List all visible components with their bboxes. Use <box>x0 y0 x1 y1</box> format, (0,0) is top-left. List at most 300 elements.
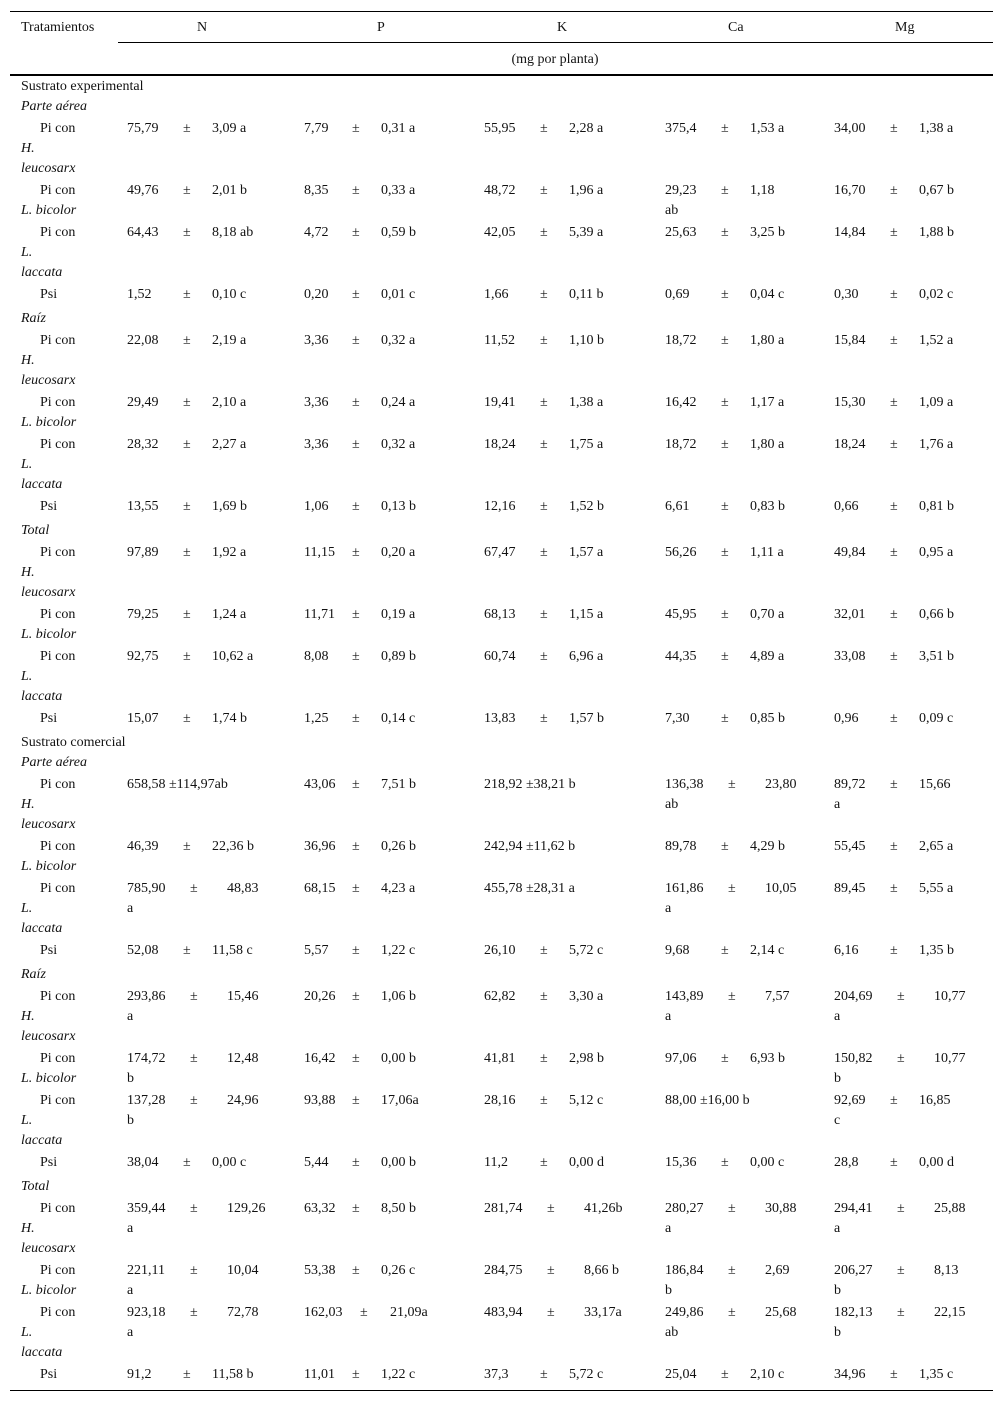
cell-letter: b <box>127 1113 134 1128</box>
cell-pm: ± <box>352 839 360 854</box>
cell-mean: 42,05 <box>484 225 516 240</box>
cell-error: 7,51 b <box>381 777 416 792</box>
cell-error: 0,24 a <box>381 395 416 410</box>
cell-mean: 68,13 <box>484 607 516 622</box>
treatment-species: leucosarx <box>21 1029 76 1044</box>
cell-pm: ± <box>890 1155 898 1170</box>
cell-pm: ± <box>728 881 736 896</box>
cell-letter: b <box>127 1071 134 1086</box>
cell-pm: ± <box>183 607 191 622</box>
cell-mean: 89,78 <box>665 839 697 854</box>
cell-mean: 46,39 <box>127 839 159 854</box>
cell-pm: ± <box>890 333 898 348</box>
cell-error: 23,80 <box>765 777 797 792</box>
cell-error: 3,09 a <box>212 121 247 136</box>
cell-mean: 41,81 <box>484 1051 516 1066</box>
cell-mean: 92,69 <box>834 1093 866 1108</box>
cell-mean: 0,30 <box>834 287 859 302</box>
cell-pm: ± <box>352 777 360 792</box>
cell-mean: 63,32 <box>304 1201 336 1216</box>
cell-pm: ± <box>352 989 360 1004</box>
treatment-species: L. <box>21 901 33 916</box>
cell-mean: 56,26 <box>665 545 697 560</box>
cell-mean: 36,96 <box>304 839 336 854</box>
cell-error: 10,77 <box>934 989 966 1004</box>
cell-mean: 75,79 <box>127 121 159 136</box>
cell-pm: ± <box>190 881 198 896</box>
cell-pm: ± <box>352 545 360 560</box>
cell-pm: ± <box>540 607 548 622</box>
cell-pm: ± <box>540 711 548 726</box>
cell-error: 24,96 <box>227 1093 259 1108</box>
treatment-label: Psi <box>40 943 58 958</box>
cell-error: 0,95 a <box>919 545 954 560</box>
cell-letter: ab <box>665 1325 679 1340</box>
treatment-species: leucosarx <box>21 585 76 600</box>
cell-error: 0,32 a <box>381 437 416 452</box>
table-top-rule <box>10 11 993 12</box>
cell-mean: 249,86 <box>665 1305 704 1320</box>
cell-error: 0,32 a <box>381 333 416 348</box>
cell-mean: 293,86 <box>127 989 166 1004</box>
cell-pm: ± <box>540 649 548 664</box>
cell-pm: ± <box>352 1051 360 1066</box>
cell-pm: ± <box>540 333 548 348</box>
cell-mean: 44,35 <box>665 649 697 664</box>
cell-pm: ± <box>540 943 548 958</box>
cell-error: 0,66 b <box>919 607 954 622</box>
cell-pm: ± <box>721 183 729 198</box>
cell-pm: ± <box>352 649 360 664</box>
cell-mean: 28,16 <box>484 1093 516 1108</box>
cell-mean: 25,63 <box>665 225 697 240</box>
cell-error: 22,36 b <box>212 839 254 854</box>
cell-pm: ± <box>890 287 898 302</box>
treatment-species: H. <box>21 565 35 580</box>
cell-pm: ± <box>352 333 360 348</box>
cell-pm: ± <box>721 287 729 302</box>
cell-error: 0,89 b <box>381 649 416 664</box>
cell-mean: 483,94 <box>484 1305 523 1320</box>
cell-error: 6,93 b <box>750 1051 785 1066</box>
cell-error: 0,70 a <box>750 607 785 622</box>
cell-pm: ± <box>352 943 360 958</box>
cell-mean: 28,32 <box>127 437 159 452</box>
cell-error: 2,65 a <box>919 839 954 854</box>
cell-error: 6,96 a <box>569 649 604 664</box>
cell-mean: 13,83 <box>484 711 516 726</box>
cell-mean: 12,16 <box>484 499 516 514</box>
cell-mean: 359,44 <box>127 1201 166 1216</box>
cell-mean: 11,15 <box>304 545 335 560</box>
cell-pm: ± <box>352 1201 360 1216</box>
cell-error: 1,35 b <box>919 943 954 958</box>
cell-error: 0,00 c <box>212 1155 247 1170</box>
cell-error: 1,80 a <box>750 333 785 348</box>
cell-mean: 29,49 <box>127 395 159 410</box>
cell-pm: ± <box>890 121 898 136</box>
cell-pm: ± <box>721 333 729 348</box>
cell-letter: b <box>834 1071 841 1086</box>
cell-mean: 34,00 <box>834 121 866 136</box>
cell-error: 41,26b <box>584 1201 623 1216</box>
cell-mean: 137,28 <box>127 1093 166 1108</box>
cell-mean: 15,84 <box>834 333 866 348</box>
cell-error: 0,00 b <box>381 1051 416 1066</box>
cell-mean: 18,72 <box>665 437 697 452</box>
cell-error: 1,18 <box>750 183 775 198</box>
cell-pm: ± <box>190 989 198 1004</box>
cell-pm: ± <box>540 499 548 514</box>
cell-error: 0,00 d <box>919 1155 954 1170</box>
cell-error: 1,57 b <box>569 711 604 726</box>
cell-mean: 11,71 <box>304 607 335 622</box>
cell-error: 21,09a <box>390 1305 428 1320</box>
treatment-label: Pi con <box>40 989 76 1004</box>
cell-error: 10,04 <box>227 1263 259 1278</box>
cell-error: 1,17 a <box>750 395 785 410</box>
cell-mean: 62,82 <box>484 989 516 1004</box>
cell-error: 3,51 b <box>919 649 954 664</box>
cell-pm: ± <box>352 607 360 622</box>
treatment-species: L. bicolor <box>21 627 77 642</box>
treatment-species: laccata <box>21 477 63 492</box>
cell-pm: ± <box>897 1051 905 1066</box>
cell-mean: 79,25 <box>127 607 159 622</box>
treatment-label: Pi con <box>40 395 76 410</box>
cell-error: 4,23 a <box>381 881 416 896</box>
cell-mean: 0,66 <box>834 499 859 514</box>
cell-mean: 0,96 <box>834 711 859 726</box>
section-title: Sustrato experimental <box>21 79 144 94</box>
cell-letter: c <box>834 1113 841 1128</box>
cell-mean: 68,15 <box>304 881 336 896</box>
cell-mean: 33,08 <box>834 649 866 664</box>
cell-mean: 28,8 <box>834 1155 859 1170</box>
cell-error: 8,50 b <box>381 1201 416 1216</box>
cell-error: 1,35 c <box>919 1367 954 1382</box>
cell-pm: ± <box>183 287 191 302</box>
cell-pm: ± <box>728 777 736 792</box>
cell-pm: ± <box>352 499 360 514</box>
treatment-species: H. <box>21 797 35 812</box>
treatment-label: Pi con <box>40 649 76 664</box>
cell-pm: ± <box>728 1201 736 1216</box>
cell-pm: ± <box>352 121 360 136</box>
cell-pm: ± <box>183 1155 191 1170</box>
cell-mean: 89,72 <box>834 777 866 792</box>
cell-error: 1,74 b <box>212 711 247 726</box>
header-bottom-rule <box>10 74 993 76</box>
cell-pm: ± <box>183 545 191 560</box>
cell-mean: 294,41 <box>834 1201 873 1216</box>
cell-pm: ± <box>890 777 898 792</box>
cell-error: 1,76 a <box>919 437 954 452</box>
cell-error: 1,88 b <box>919 225 954 240</box>
cell-mean: 923,18 <box>127 1305 166 1320</box>
treatment-species: leucosarx <box>21 161 76 176</box>
treatment-species: L. <box>21 669 33 684</box>
cell-pm: ± <box>540 225 548 240</box>
cell-error: 4,89 a <box>750 649 785 664</box>
cell-mean: 204,69 <box>834 989 873 1004</box>
cell-mean: 37,3 <box>484 1367 509 1382</box>
cell-mean: 89,45 <box>834 881 866 896</box>
cell-mean: 18,24 <box>484 437 516 452</box>
cell-mean: 64,43 <box>127 225 159 240</box>
cell-mean: 8,35 <box>304 183 329 198</box>
cell-mean: 15,07 <box>127 711 159 726</box>
cell-mean: 11,52 <box>484 333 515 348</box>
cell-mean: 32,01 <box>834 607 866 622</box>
cell-pm: ± <box>183 711 191 726</box>
treatment-label: Pi con <box>40 777 76 792</box>
cell-mean: 22,08 <box>127 333 159 348</box>
cell-letter: a <box>665 901 672 916</box>
cell-error: 1,06 b <box>381 989 416 1004</box>
treatment-label: Pi con <box>40 839 76 854</box>
cell-pm: ± <box>540 183 548 198</box>
cell-pm: ± <box>890 839 898 854</box>
cell-mean: 29,23 <box>665 183 697 198</box>
cell-pm: ± <box>540 1093 548 1108</box>
header-col-k: K <box>557 20 568 35</box>
treatment-species: laccata <box>21 921 63 936</box>
cell-mean: 55,95 <box>484 121 516 136</box>
cell-error: 2,98 b <box>569 1051 604 1066</box>
cell-error: 1,38 a <box>569 395 604 410</box>
cell-letter: a <box>127 1009 134 1024</box>
cell-mean: 45,95 <box>665 607 697 622</box>
cell-error: 8,18 ab <box>212 225 254 240</box>
cell-letter: ab <box>665 797 679 812</box>
cell-pm: ± <box>183 183 191 198</box>
cell-mean: 284,75 <box>484 1263 523 1278</box>
cell-pm: ± <box>890 437 898 452</box>
treatment-species: laccata <box>21 689 63 704</box>
cell-error: 0,83 b <box>750 499 785 514</box>
part-title: Parte aérea <box>21 755 87 770</box>
cell-pm: ± <box>352 395 360 410</box>
cell-letter: a <box>834 1221 841 1236</box>
cell-pm: ± <box>190 1051 198 1066</box>
treatment-species: L. bicolor <box>21 1071 77 1086</box>
cell-pm: ± <box>183 649 191 664</box>
cell-pm: ± <box>352 1093 360 1108</box>
cell-pm: ± <box>890 881 898 896</box>
cell-pm: ± <box>540 989 548 1004</box>
cell-mean: 53,38 <box>304 1263 336 1278</box>
cell-mean: 3,36 <box>304 395 329 410</box>
treatment-label: Psi <box>40 499 58 514</box>
cell-error: 1,22 c <box>381 943 416 958</box>
cell-error: 0,13 b <box>381 499 416 514</box>
cell-pm: ± <box>897 1263 905 1278</box>
cell-error: 0,09 c <box>919 711 954 726</box>
cell-error: 0,26 c <box>381 1263 416 1278</box>
cell-error: 1,10 b <box>569 333 604 348</box>
cell-pm: ± <box>721 607 729 622</box>
cell-mean: 3,36 <box>304 333 329 348</box>
cell-pm: ± <box>721 1367 729 1382</box>
treatment-species: leucosarx <box>21 817 76 832</box>
treatment-species: L. <box>21 1113 33 1128</box>
cell-mean: 16,42 <box>304 1051 336 1066</box>
treatment-species: H. <box>21 141 35 156</box>
cell-letter: a <box>127 1283 134 1298</box>
cell-pm: ± <box>352 287 360 302</box>
cell-pm: ± <box>183 1367 191 1382</box>
cell-error: 4,29 b <box>750 839 785 854</box>
treatment-label: Pi con <box>40 1051 76 1066</box>
header-col-p: P <box>377 20 385 35</box>
cell-letter: a <box>665 1009 672 1024</box>
treatment-label: Psi <box>40 711 58 726</box>
cell-error: 0,81 b <box>919 499 954 514</box>
cell-pm: ± <box>352 225 360 240</box>
cell-value: 88,00 ±16,00 b <box>665 1093 750 1108</box>
cell-mean: 150,82 <box>834 1051 873 1066</box>
cell-error: 1,11 a <box>750 545 784 560</box>
cell-mean: 174,72 <box>127 1051 166 1066</box>
cell-error: 0,14 c <box>381 711 416 726</box>
cell-mean: 13,55 <box>127 499 159 514</box>
treatment-label: Pi con <box>40 607 76 622</box>
cell-mean: 92,75 <box>127 649 159 664</box>
section-title: Sustrato comercial <box>21 735 126 750</box>
treatment-label: Pi con <box>40 183 76 198</box>
cell-pm: ± <box>890 1093 898 1108</box>
cell-pm: ± <box>890 607 898 622</box>
cell-error: 2,14 c <box>750 943 785 958</box>
treatment-species: L. bicolor <box>21 203 77 218</box>
cell-mean: 6,16 <box>834 943 859 958</box>
cell-pm: ± <box>721 711 729 726</box>
cell-error: 2,69 <box>765 1263 790 1278</box>
cell-error: 7,57 <box>765 989 790 1004</box>
cell-error: 1,38 a <box>919 121 954 136</box>
cell-pm: ± <box>183 333 191 348</box>
cell-pm: ± <box>190 1263 198 1278</box>
cell-pm: ± <box>360 1305 368 1320</box>
cell-mean: 25,04 <box>665 1367 697 1382</box>
cell-error: 3,30 a <box>569 989 604 1004</box>
cell-error: 3,25 b <box>750 225 785 240</box>
cell-pm: ± <box>897 1305 905 1320</box>
cell-mean: 4,72 <box>304 225 329 240</box>
treatment-label: Pi con <box>40 121 76 136</box>
cell-pm: ± <box>540 1051 548 1066</box>
cell-error: 25,68 <box>765 1305 797 1320</box>
cell-letter: a <box>127 901 134 916</box>
cell-error: 1,57 a <box>569 545 604 560</box>
cell-mean: 55,45 <box>834 839 866 854</box>
cell-pm: ± <box>183 395 191 410</box>
cell-error: 2,28 a <box>569 121 604 136</box>
cell-letter: a <box>127 1221 134 1236</box>
cell-pm: ± <box>352 437 360 452</box>
cell-pm: ± <box>352 711 360 726</box>
cell-error: 0,00 d <box>569 1155 604 1170</box>
cell-error: 15,46 <box>227 989 259 1004</box>
cell-mean: 186,84 <box>665 1263 704 1278</box>
cell-error: 1,52 b <box>569 499 604 514</box>
cell-pm: ± <box>721 499 729 514</box>
cell-pm: ± <box>540 1367 548 1382</box>
cell-pm: ± <box>183 839 191 854</box>
cell-pm: ± <box>890 499 898 514</box>
header-col-ca: Ca <box>728 20 744 35</box>
cell-error: 1,52 a <box>919 333 954 348</box>
cell-error: 0,02 c <box>919 287 954 302</box>
cell-error: 0,04 c <box>750 287 785 302</box>
cell-error: 33,17a <box>584 1305 622 1320</box>
cell-mean: 785,90 <box>127 881 166 896</box>
cell-error: 2,27 a <box>212 437 247 452</box>
cell-letter: b <box>665 1283 672 1298</box>
cell-pm: ± <box>890 183 898 198</box>
cell-error: 11,58 c <box>212 943 253 958</box>
cell-error: 0,59 b <box>381 225 416 240</box>
cell-error: 5,12 c <box>569 1093 604 1108</box>
treatment-label: Psi <box>40 1155 58 1170</box>
cell-pm: ± <box>890 225 898 240</box>
cell-mean: 67,47 <box>484 545 516 560</box>
cell-error: 1,80 a <box>750 437 785 452</box>
treatment-species: leucosarx <box>21 1241 76 1256</box>
cell-pm: ± <box>728 989 736 1004</box>
cell-mean: 375,4 <box>665 121 697 136</box>
cell-mean: 15,30 <box>834 395 866 410</box>
cell-error: 12,48 <box>227 1051 259 1066</box>
cell-error: 72,78 <box>227 1305 259 1320</box>
cell-pm: ± <box>890 545 898 560</box>
cell-error: 5,72 c <box>569 943 604 958</box>
cell-pm: ± <box>352 183 360 198</box>
cell-error: 1,15 a <box>569 607 604 622</box>
cell-pm: ± <box>547 1201 555 1216</box>
treatment-label: Psi <box>40 287 58 302</box>
cell-error: 0,11 b <box>569 287 604 302</box>
part-title: Parte aérea <box>21 99 87 114</box>
cell-error: 2,01 b <box>212 183 247 198</box>
cell-mean: 5,44 <box>304 1155 329 1170</box>
cell-mean: 16,42 <box>665 395 697 410</box>
cell-mean: 97,06 <box>665 1051 697 1066</box>
cell-mean: 221,11 <box>127 1263 165 1278</box>
cell-mean: 20,26 <box>304 989 336 1004</box>
cell-letter: b <box>834 1283 841 1298</box>
cell-pm: ± <box>721 943 729 958</box>
treatment-label: Pi con <box>40 1201 76 1216</box>
cell-pm: ± <box>540 545 548 560</box>
cell-mean: 15,36 <box>665 1155 697 1170</box>
part-title: Raíz <box>21 967 46 982</box>
cell-pm: ± <box>540 395 548 410</box>
cell-mean: 0,69 <box>665 287 690 302</box>
cell-mean: 48,72 <box>484 183 516 198</box>
cell-pm: ± <box>897 1201 905 1216</box>
cell-mean: 1,25 <box>304 711 329 726</box>
cell-error: 15,66 <box>919 777 951 792</box>
cell-pm: ± <box>352 1367 360 1382</box>
cell-error: 0,10 c <box>212 287 247 302</box>
cell-error: 2,19 a <box>212 333 247 348</box>
cell-mean: 16,70 <box>834 183 866 198</box>
cell-mean: 161,86 <box>665 881 704 896</box>
cell-mean: 26,10 <box>484 943 516 958</box>
cell-pm: ± <box>352 1155 360 1170</box>
